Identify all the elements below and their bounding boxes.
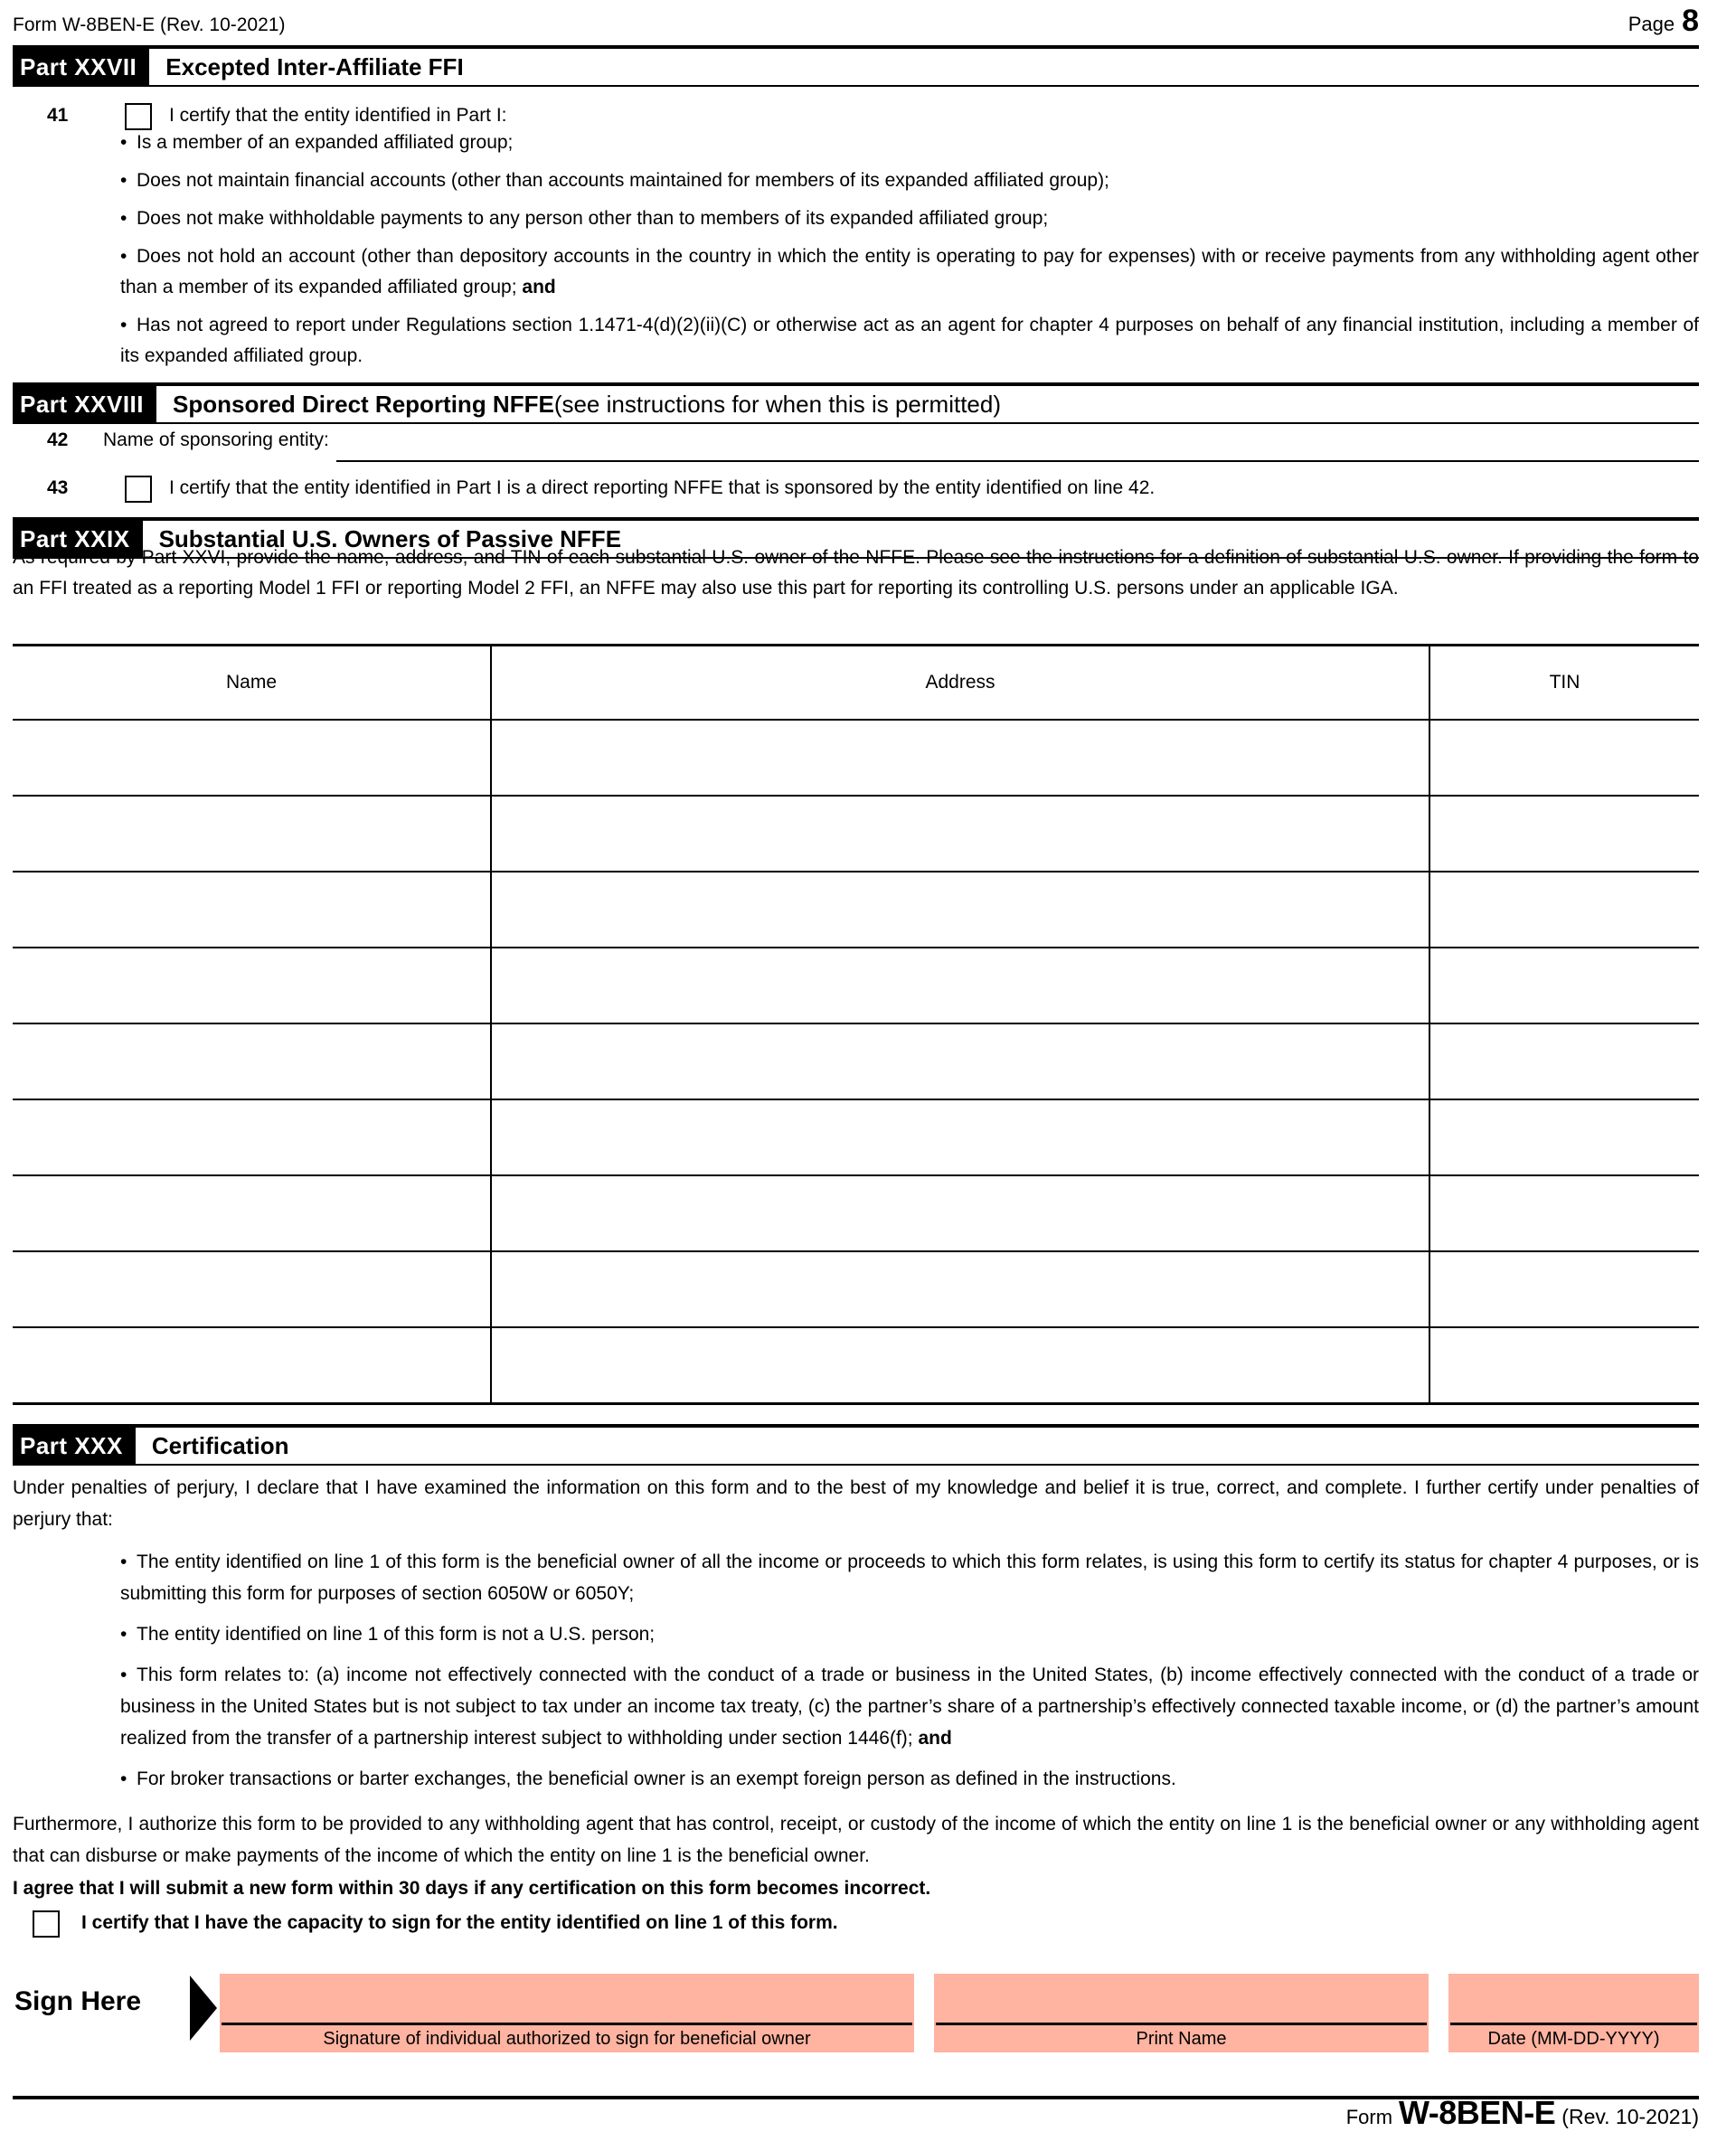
line-41	[13, 100, 1699, 131]
date-line[interactable]	[1450, 1974, 1697, 2025]
bullet-item: • Has not agreed to report under Regulations section 1.1471-4(d)(2)(ii)(C) or otherwise act as an agent for chapter 4 purposes on behalf of any financial institution, including a member of its expanded affiliated group.	[13, 310, 1699, 372]
agree-statement: I agree that I will submit a new form within 30 days if any certification on this form becomes incorrect.	[13, 1878, 931, 1899]
sign-here-section	[13, 1974, 1699, 2052]
table-row	[13, 948, 1699, 1024]
address-cell[interactable]	[490, 1024, 1429, 1099]
line-43-checkbox[interactable]	[125, 476, 152, 503]
name-cell[interactable]	[13, 948, 490, 1023]
date-caption: Date (MM-DD-YYYY)	[1487, 2029, 1660, 2049]
table-row	[13, 872, 1699, 948]
bullet-item: • For broker transactions or barter exchanges, the beneficial owner is an exempt foreign person as defined in the instructions.	[13, 1763, 1699, 1795]
sign-here-arrow-icon	[190, 1976, 217, 2041]
signature-line[interactable]	[222, 1974, 912, 2025]
sponsoring-entity-input[interactable]	[336, 425, 1699, 462]
bullet-item: • Does not maintain financial accounts (other than accounts maintained for members of its expanded affiliated group);	[13, 165, 1699, 196]
address-cell[interactable]	[490, 872, 1429, 947]
part-xxviii-bar	[13, 382, 1699, 424]
tin-cell[interactable]	[1429, 1252, 1699, 1326]
sign-here-label: Sign Here	[14, 1986, 142, 2016]
part-xxx-label: Part XXX	[13, 1428, 136, 1464]
footer-revision: (Rev. 10-2021)	[1561, 2105, 1699, 2128]
line-43	[13, 473, 1699, 504]
column-header-tin: TIN	[1429, 646, 1699, 719]
part-xxviii-label: Part XXVIII	[13, 386, 156, 422]
owners-table-header	[13, 646, 1699, 721]
bullet-item: • Does not make withholdable payments to any person other than to members of its expanded affiliated group;	[13, 203, 1699, 234]
table-row	[13, 1328, 1699, 1405]
tin-cell[interactable]	[1429, 1328, 1699, 1402]
name-cell[interactable]	[13, 721, 490, 795]
footer-form-id: W-8BEN-E	[1399, 2094, 1556, 2131]
page-number: 8	[1682, 4, 1699, 38]
table-row	[13, 1176, 1699, 1252]
part-xxviii-title: Sponsored Direct Reporting NFFE (see instructions for when this is permitted)	[173, 391, 1002, 418]
name-cell[interactable]	[13, 1024, 490, 1099]
print-name-line[interactable]	[936, 1974, 1427, 2025]
address-cell[interactable]	[490, 948, 1429, 1023]
page-header	[13, 5, 1699, 41]
furthermore-text: Furthermore, I authorize this form to be provided to any withholding agent that has control, receipt, or custody of the income of which the entity on line 1 is the beneficial owner or any withholding agent that can disburse or make payments of the income of which the entity on line 1 is the beneficial owner.	[13, 1814, 1699, 1866]
part-xxvii-title: Excepted Inter-Affiliate FFI	[165, 53, 464, 80]
part-xxix-label: Part XXIX	[13, 521, 143, 557]
table-row	[13, 721, 1699, 797]
table-row	[13, 797, 1699, 872]
capacity-checkbox[interactable]	[33, 1910, 60, 1938]
capacity-line	[13, 1908, 1699, 1938]
line-42-number: 42	[47, 429, 69, 450]
owners-table-body	[13, 721, 1699, 1405]
signature-caption: Signature of individual authorized to sign for beneficial owner	[323, 2029, 811, 2049]
form-id-top: Form W-8BEN-E (Rev. 10-2021)	[13, 14, 286, 35]
bullet-item: • Does not hold an account (other than depository accounts in the country in which the entity is operating to pay for expenses) with or receive payments from any withholding agent other than a member of its expanded affiliated group; and	[13, 241, 1699, 303]
table-row	[13, 1252, 1699, 1328]
print-name-field[interactable]	[934, 1974, 1429, 2052]
part-xxvii-bullets	[13, 127, 1699, 379]
line-43-number: 43	[47, 477, 69, 498]
line-41-text: I certify that the entity identified in Part I:	[169, 105, 507, 126]
tin-cell[interactable]	[1429, 1024, 1699, 1099]
capacity-text: I certify that I have the capacity to sign for the entity identified on line 1 of this form.	[81, 1912, 838, 1933]
signature-field[interactable]	[220, 1974, 914, 2052]
owners-table	[13, 644, 1699, 1405]
tin-cell[interactable]	[1429, 797, 1699, 871]
date-field[interactable]	[1448, 1974, 1699, 2052]
page-word: Page	[1628, 13, 1675, 35]
part-xxvii-label: Part XXVII	[13, 49, 149, 85]
tin-cell[interactable]	[1429, 948, 1699, 1023]
table-row	[13, 1100, 1699, 1176]
part-xxx-bar	[13, 1424, 1699, 1466]
bullet-item: • The entity identified on line 1 of this form is the beneficial owner of all the income or proceeds to which this form relates, is using this form to certify its status for chapter 4 purposes, or is submitting this form for purposes of section 6050W or 6050Y;	[13, 1546, 1699, 1609]
line-41-checkbox[interactable]	[125, 103, 152, 130]
bullet-item: • The entity identified on line 1 of this form is not a U.S. person;	[13, 1618, 1699, 1650]
address-cell[interactable]	[490, 1176, 1429, 1250]
sponsoring-entity-label: Name of sponsoring entity:	[103, 429, 329, 450]
part-xxix-title: Substantial U.S. Owners of Passive NFFE	[158, 525, 622, 552]
tin-cell[interactable]	[1429, 1176, 1699, 1250]
print-name-caption: Print Name	[1136, 2029, 1227, 2049]
line-43-text: I certify that the entity identified in Part I is a direct reporting NFFE that is sponsored by the entity identified on line 42.	[169, 477, 1156, 498]
page-footer	[1345, 2094, 1699, 2133]
column-header-address: Address	[490, 646, 1429, 719]
footer-form-word: Form	[1345, 2106, 1393, 2128]
part-xxx-bullets	[13, 1546, 1699, 1804]
address-cell[interactable]	[490, 721, 1429, 795]
tin-cell[interactable]	[1429, 872, 1699, 947]
part-xxx-title: Certification	[151, 1432, 289, 1459]
name-cell[interactable]	[13, 1328, 490, 1402]
name-cell[interactable]	[13, 872, 490, 947]
name-cell[interactable]	[13, 1176, 490, 1250]
line-41-number: 41	[47, 105, 69, 126]
address-cell[interactable]	[490, 1100, 1429, 1174]
bullet-item: • This form relates to: (a) income not effectively connected with the conduct of a trade or business in the United States, (b) income effectively connected with the conduct of a trade or business in the United States but is not subject to tax under an income tax treaty, (c) the partner’s share of a partnership’s effectively connected taxable income, or (d) the partner’s amount realized from the transfer of a partnership interest subject to withholding under section 1446(f); and	[13, 1659, 1699, 1754]
part-xxix-description: As required by Part XXVI, provide the name, address, and TIN of each substantial U.S. owner of the NFFE. Please see the instructions for a definition of substantial U.S. owner. If providing the form to an FFI treated as a reporting Model 1 FFI or reporting Model 2 FFI, an NFFE may also use this part for reporting its controlling U.S. persons under an applicable IGA.	[13, 547, 1699, 599]
part-xxviii-title-note: (see instructions for when this is permitted)	[553, 391, 1002, 418]
name-cell[interactable]	[13, 1100, 490, 1174]
bullet-item: • Is a member of an expanded affiliated group;	[13, 127, 1699, 158]
tin-cell[interactable]	[1429, 721, 1699, 795]
certification-intro: Under penalties of perjury, I declare that I have examined the information on this form and to the best of my knowledge and belief it is true, correct, and complete. I further certify under penalties of perjury that:	[13, 1477, 1699, 1530]
line-42	[13, 425, 1699, 462]
address-cell[interactable]	[490, 1328, 1429, 1402]
tin-cell[interactable]	[1429, 1100, 1699, 1174]
name-cell[interactable]	[13, 797, 490, 871]
address-cell[interactable]	[490, 1252, 1429, 1326]
address-cell[interactable]	[490, 797, 1429, 871]
part-xxvii-bar	[13, 45, 1699, 87]
column-header-name: Name	[225, 672, 278, 693]
name-cell[interactable]	[13, 1252, 490, 1326]
table-row	[13, 1024, 1699, 1100]
